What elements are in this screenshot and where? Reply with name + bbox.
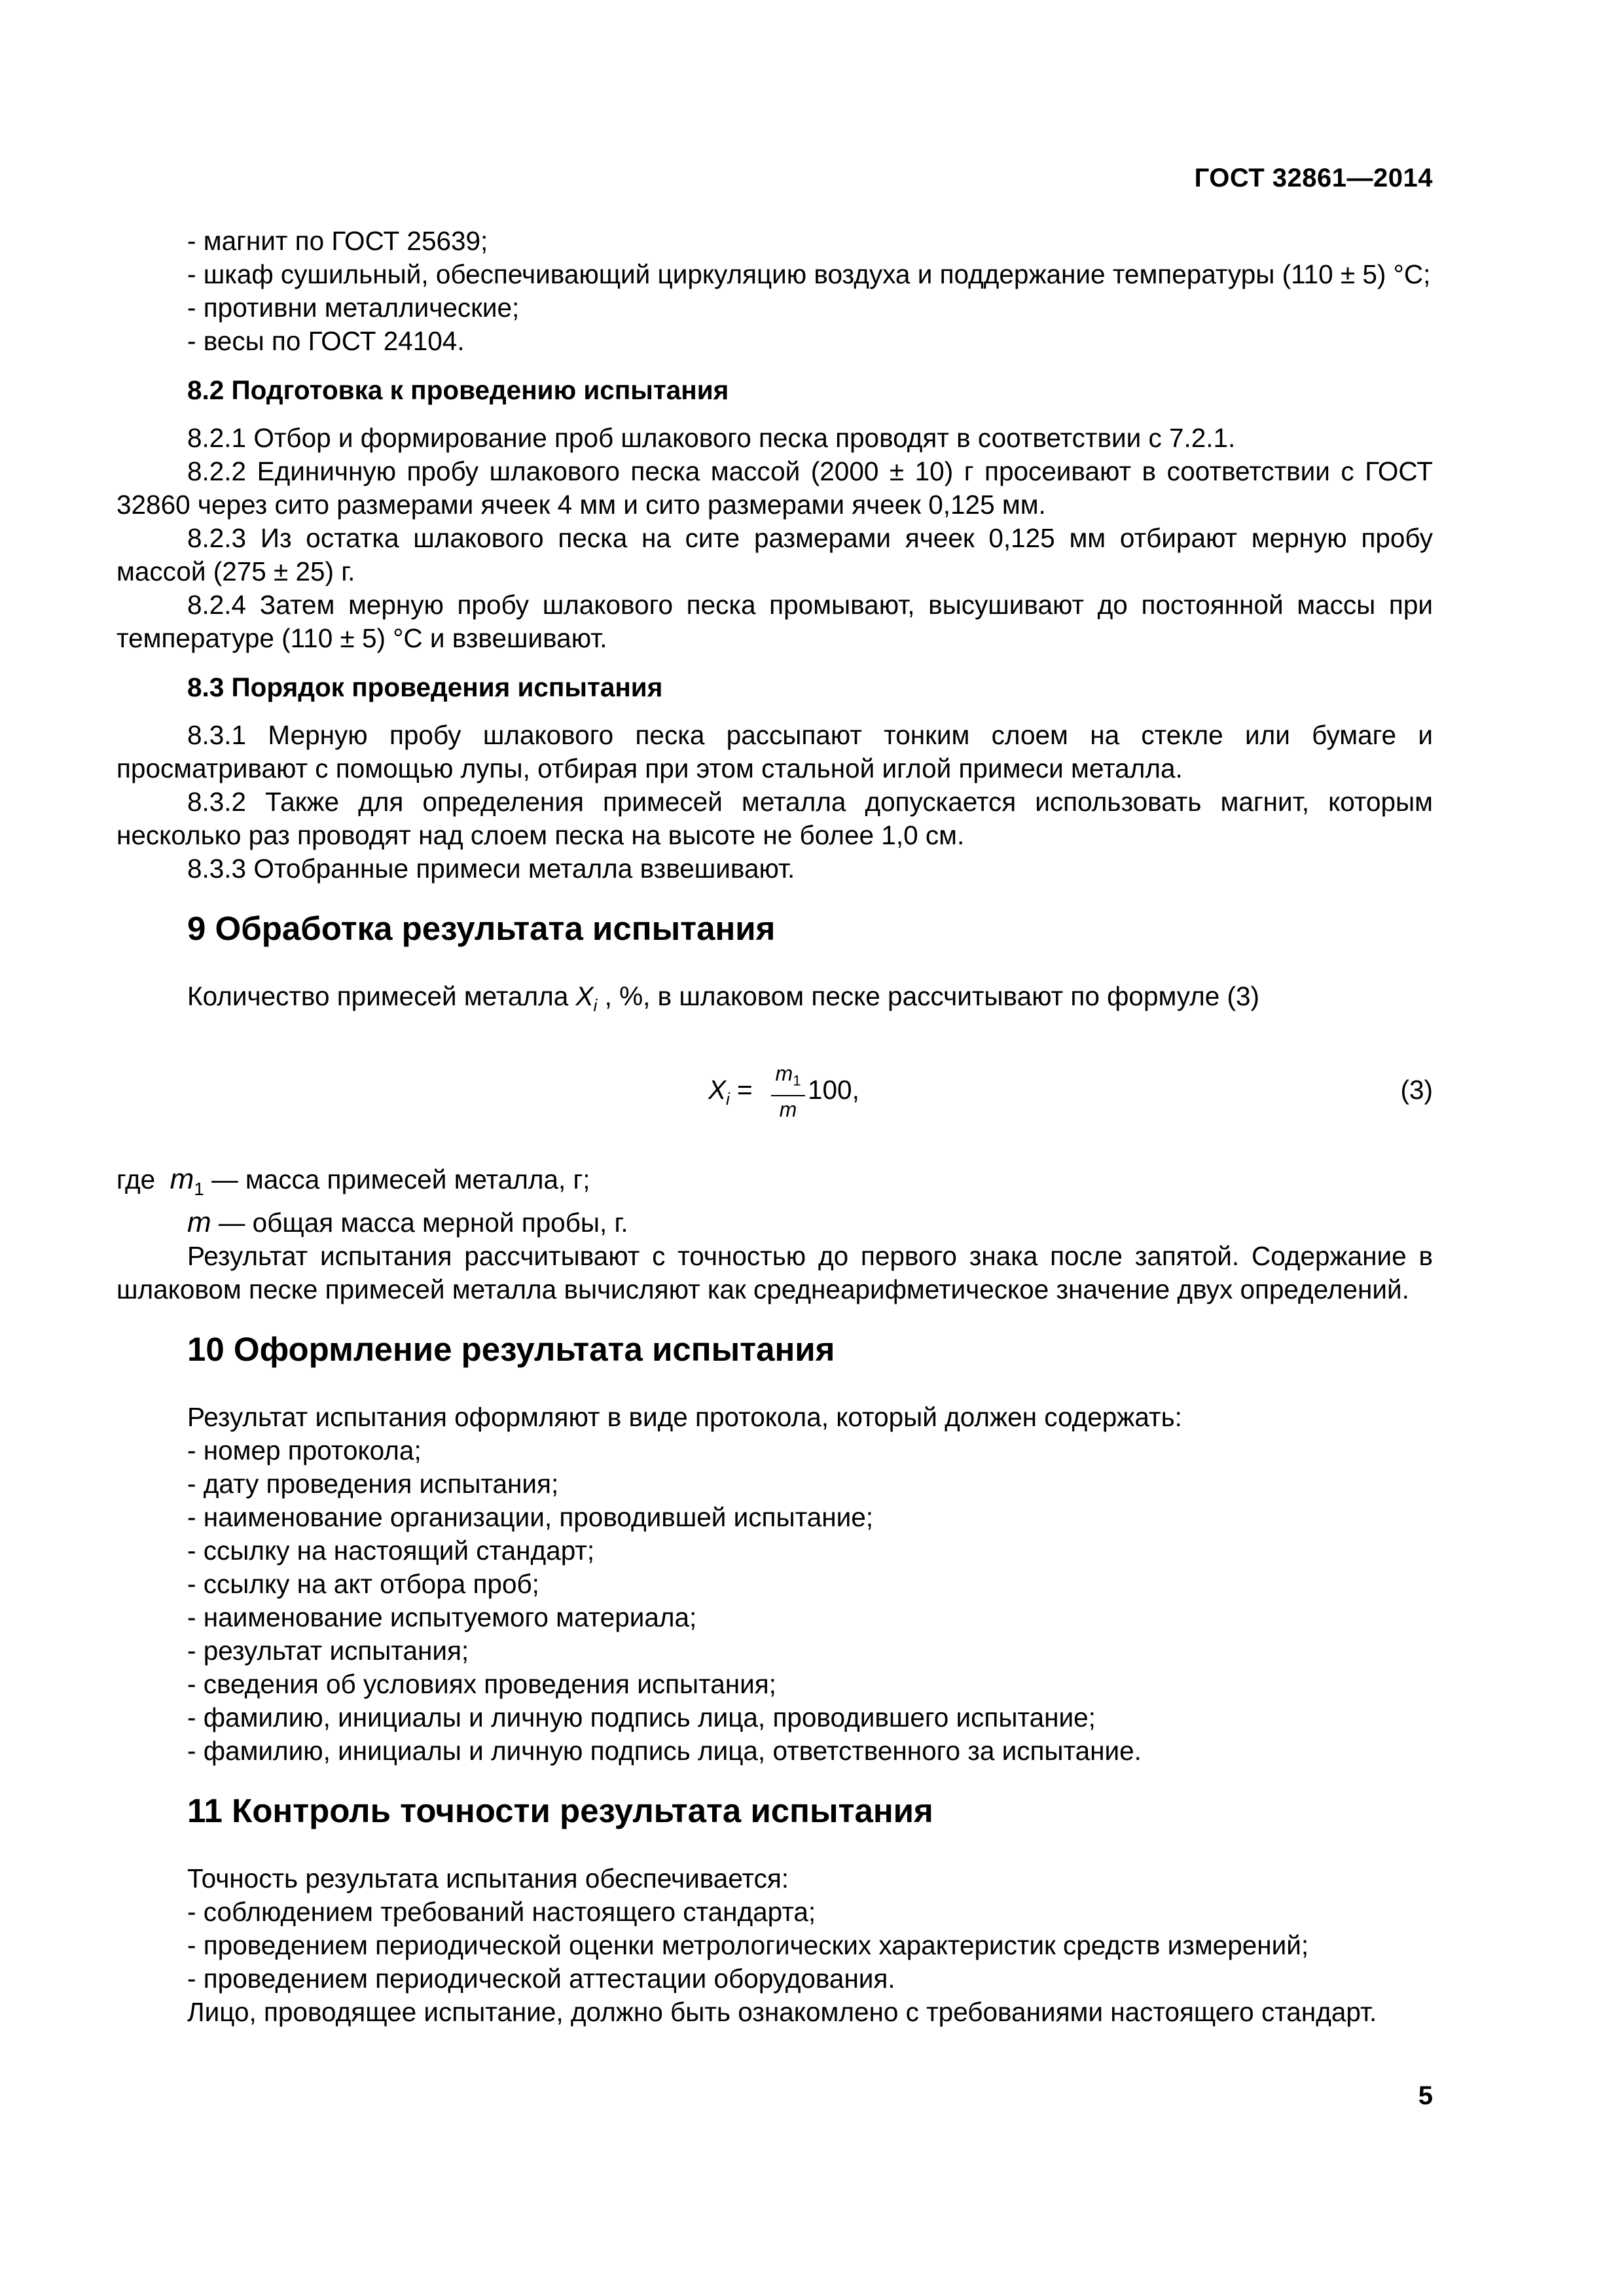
- list-item: - проведением периодической оценки метрологических характеристик средств измерений;: [187, 1929, 1309, 1960]
- document-body: [117, 224, 1433, 2029]
- paragraph-8-2-2: 8.2.2 Единичную пробу шлакового песка массой (2000 ± 10) г просеивают в соответствии с ГОСТ 32860 через сито размерами ячеек 4 мм и сито размерами ячеек 0,125 мм.: [117, 456, 1433, 520]
- list-item: - наименование организации, проводившей испытание;: [187, 1501, 873, 1532]
- formula-number: (3): [1400, 1075, 1433, 1105]
- formula-intro: [117, 980, 1433, 1022]
- intro-text: Количество примесей металла: [187, 981, 576, 1011]
- section-heading: 10 Оформление результата испытания: [187, 1330, 835, 1368]
- section-heading: 8.2 Подготовка к проведению испытания: [187, 375, 729, 405]
- list-item: - ссылку на акт отбора проб;: [187, 1568, 539, 1599]
- section-intro: Результат испытания оформляют в виде протокола, который должен содержать:: [187, 1401, 1182, 1432]
- formula-fraction: [771, 1060, 805, 1122]
- result-paragraph: Результат испытания рассчитывают с точностью до первого знака после запятой. Содержание в шлаковом песке примесей металла вычисляют как среднеарифметическое значение двух определений.: [117, 1240, 1433, 1304]
- formula-lhs: $X_i$ =: [708, 1075, 753, 1109]
- equipment-item: - магнит по ГОСТ 25639;: [187, 226, 488, 256]
- paragraph-8-2-1: 8.2.1 Отбор и формирование проб шлакового песка проводят в соответствии с 7.2.1.: [187, 423, 1236, 453]
- equipment-item: - противни металлические;: [187, 293, 520, 323]
- paragraph-8-3-1: 8.3.1 Мерную пробу шлакового песка рассыпают тонким слоем на стекле или бумаге и просматривают с помощью лупы, отбирая при этом стальной иглой примеси металла.: [117, 720, 1433, 783]
- paragraph-8-2-4: 8.2.4 Затем мерную пробу шлакового песка промывают, высушивают до постоянной массы при температуре (110 ± 5) °С и взвешивают.: [117, 590, 1433, 653]
- list-item: - ссылку на настоящий стандарт;: [187, 1535, 595, 1566]
- where-line-1: где $m_1$ — масса примесей металла, г;: [117, 1163, 590, 1199]
- list-item: - номер протокола;: [187, 1435, 422, 1465]
- where-line-2: m — общая масса мерной пробы, г.: [187, 1206, 628, 1238]
- fraction-numerator: $m_1$: [771, 1060, 805, 1096]
- paragraph-8-2-3: 8.2.3 Из остатка шлакового песка на сите размерами ячеек 0,125 мм отбирают мерную пробу массой (275 ± 25) г.: [117, 523, 1433, 586]
- list-item: - результат испытания;: [187, 1635, 469, 1666]
- list-item: - фамилию, инициалы и личную подпись лица, проводившего испытание;: [187, 1702, 1096, 1732]
- list-item: - фамилию, инициалы и личную подпись лица, ответственного за испытание.: [187, 1735, 1142, 1766]
- formula-3: [117, 1049, 1433, 1147]
- section-heading: 11 Контроль точности результата испытания: [187, 1791, 933, 1829]
- paragraph-8-3-2: 8.3.2 Также для определения примесей металла допускается использовать магнит, которым несколько раз проводят над слоем песка на высоте не более 1,0 см.: [117, 787, 1433, 850]
- formula-multiplier: 100,: [808, 1075, 859, 1105]
- intro-symbol: X: [575, 981, 594, 1011]
- equipment-list: [117, 224, 1433, 358]
- section-intro: Точность результата испытания обеспечивается:: [187, 1863, 789, 1893]
- section-heading: 8.3 Порядок проведения испытания: [187, 672, 663, 702]
- fraction-denominator: m: [779, 1098, 797, 1122]
- closing-paragraph: Лицо, проводящее испытание, должно быть ознакомлено с требованиями настоящего стандарт.: [187, 1996, 1377, 2027]
- equipment-item: - весы по ГОСТ 24104.: [187, 326, 465, 356]
- section-heading: 9 Обработка результата испытания: [187, 910, 776, 947]
- intro-text-after: , %, в шлаковом песке рассчитывают по формуле (3): [597, 981, 1260, 1011]
- section-8-2: [117, 374, 1433, 655]
- section-8-3: [117, 671, 1433, 886]
- list-item: - сведения об условиях проведения испытания;: [187, 1668, 776, 1699]
- list-item: - проведением периодической аттестации оборудования.: [187, 1963, 895, 1994]
- list-item: - дату проведения испытания;: [187, 1468, 559, 1499]
- equipment-item: - шкаф сушильный, обеспечивающий циркуляцию воздуха и поддержание температуры (110 ± 5) °С;: [187, 259, 1431, 289]
- paragraph-8-3-3: 8.3.3 Отобранные примеси металла взвешивают.: [187, 853, 795, 884]
- section-9: [117, 909, 1433, 1306]
- list-item: - соблюдением требований настоящего стандарта;: [187, 1896, 816, 1927]
- section-11: [117, 1791, 1433, 2029]
- list-item: - наименование испытуемого материала;: [187, 1602, 697, 1632]
- document-header-id: ГОСТ 32861—2014: [1194, 164, 1433, 192]
- intro-subscript: i: [593, 996, 598, 1016]
- page-number: 5: [1418, 2081, 1433, 2110]
- section-10: [117, 1330, 1433, 1768]
